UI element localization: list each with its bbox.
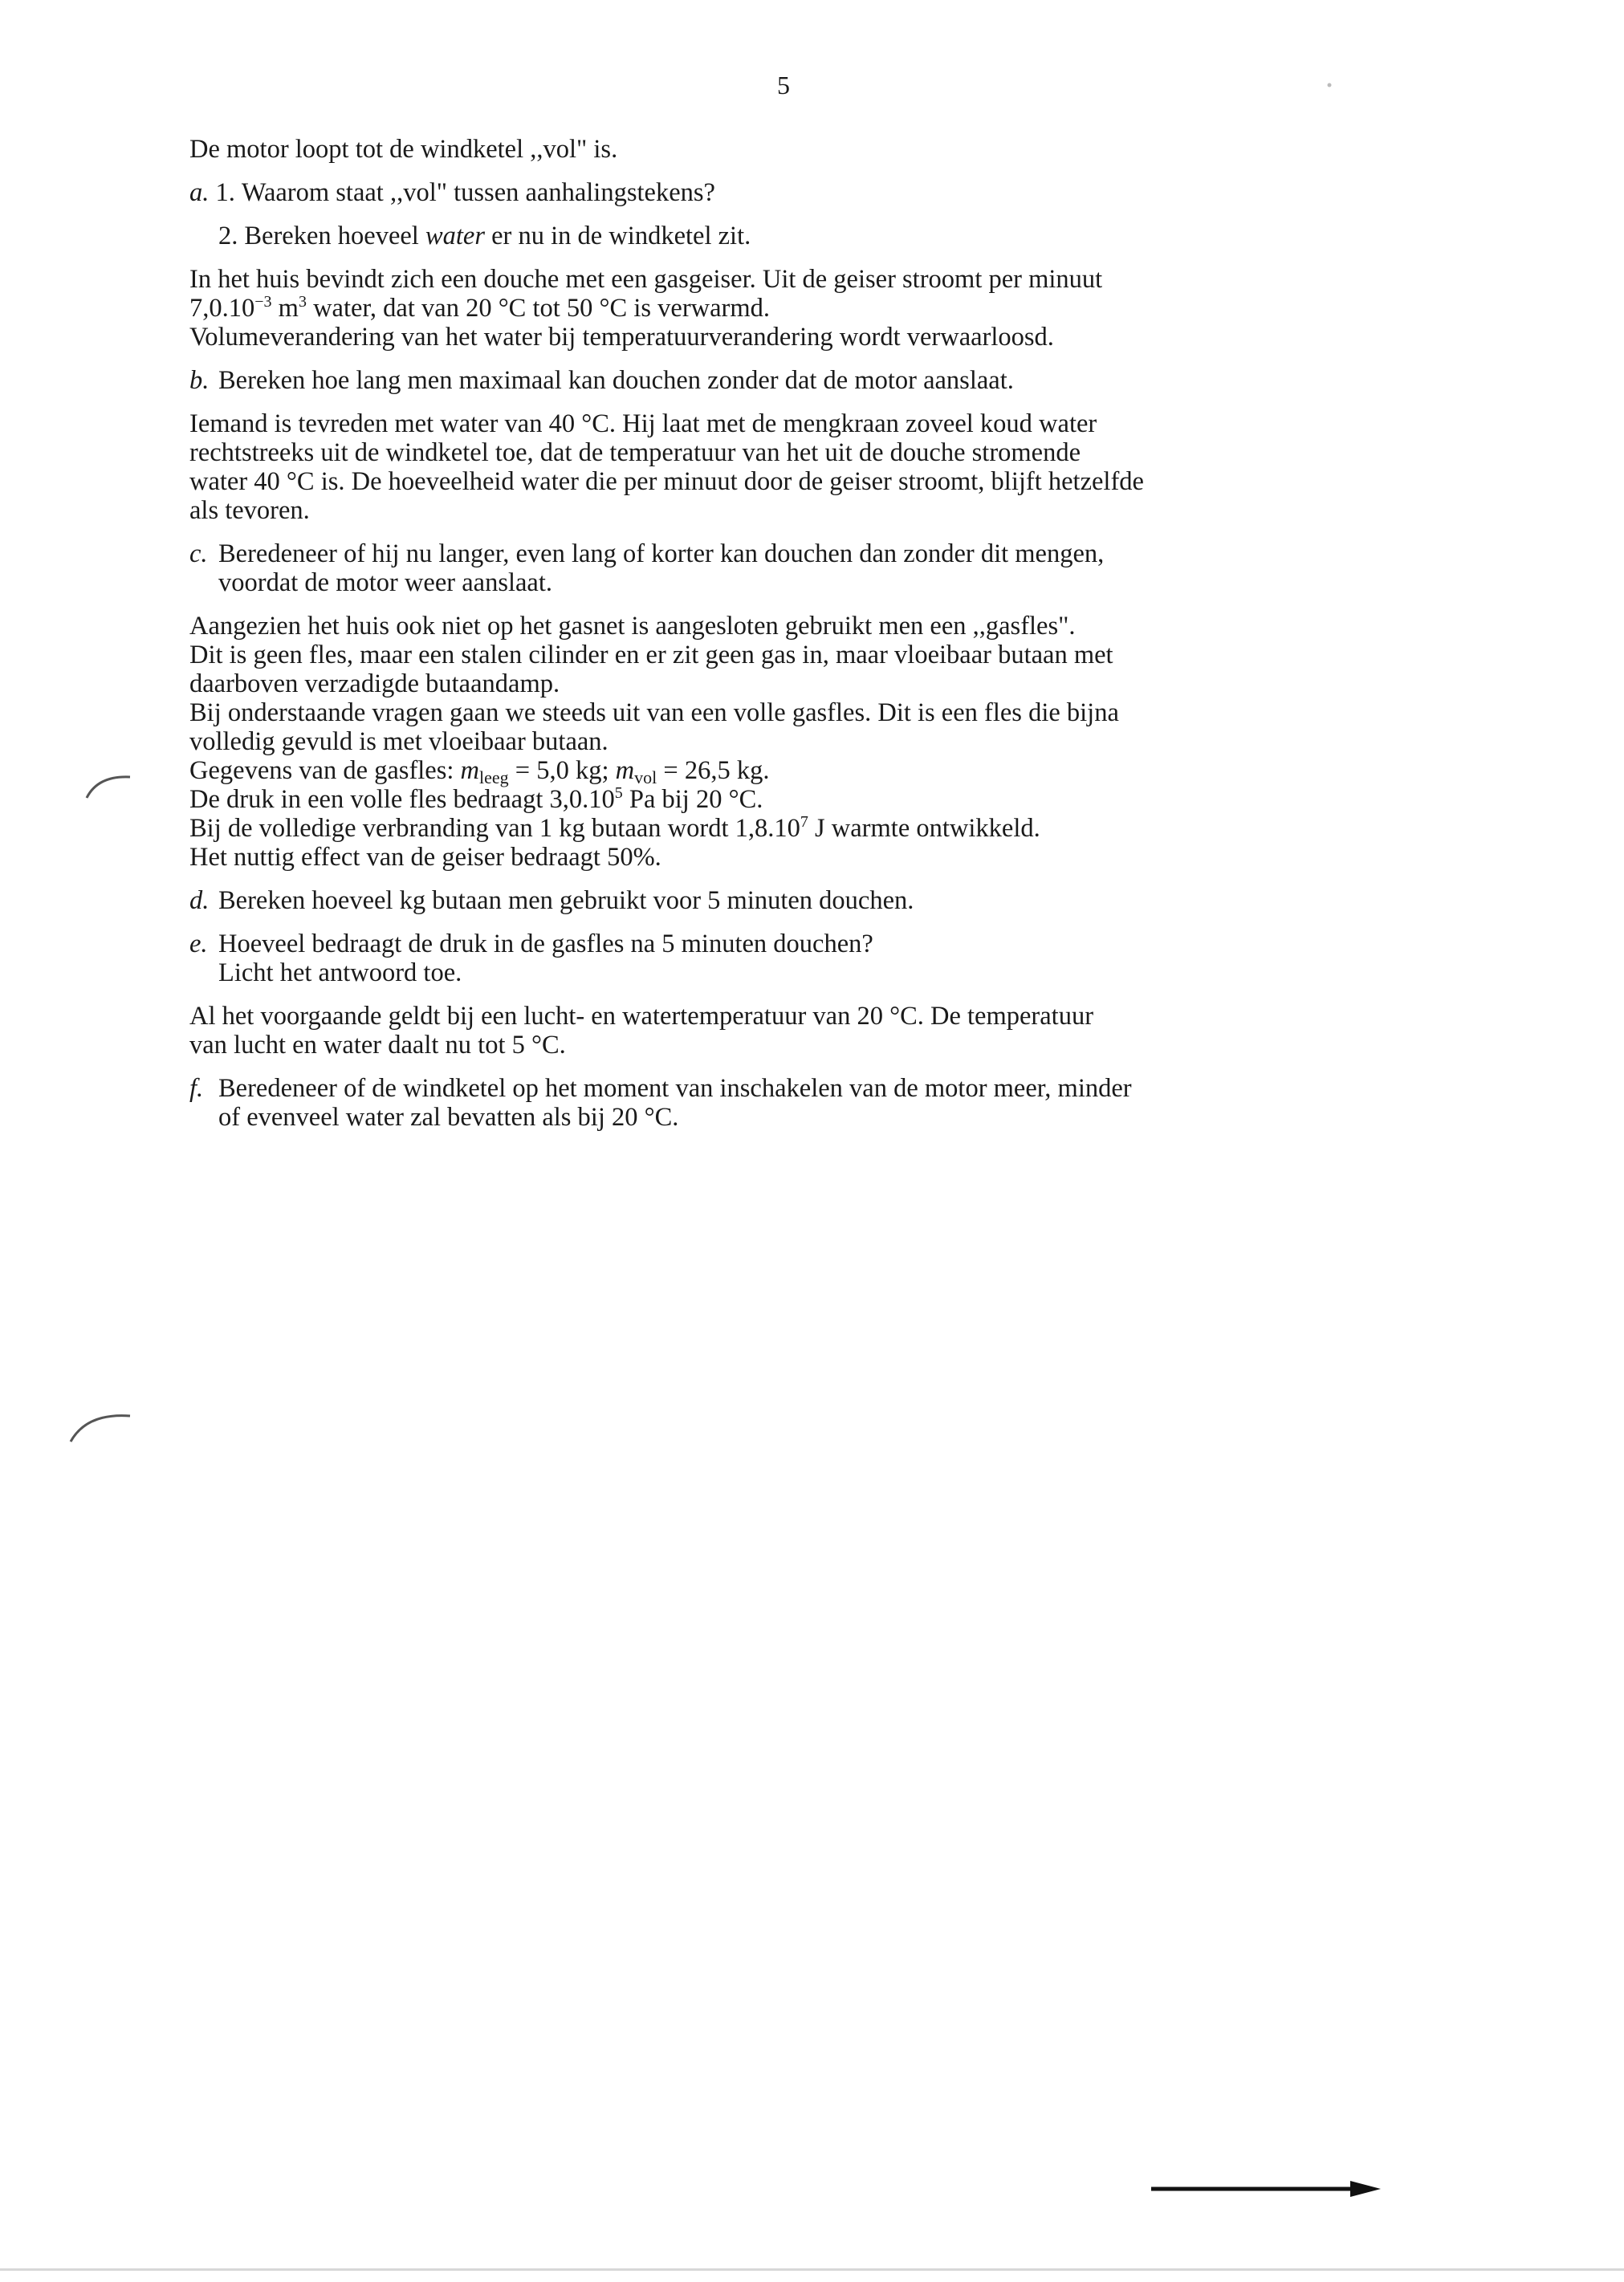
geiser-flow-exponent: −3 — [254, 293, 272, 311]
mass-subscript-leeg: leeg — [479, 767, 509, 787]
gasfles-line-1: Aangezien het huis ook niet op het gasnet is aangesloten gebruikt men een ,,gasfles". — [189, 612, 1076, 641]
question-a-2-emphasis: water — [425, 222, 485, 250]
mass-subscript-vol: vol — [634, 767, 657, 787]
question-e-letter: e. — [189, 929, 208, 958]
question-a-item-1 — [189, 178, 1442, 207]
question-c-line-1: Beredeneer of hij nu langer, even lang of korter kan douchen dan zonder dit mengen, — [218, 539, 1105, 568]
intro-line: De motor loopt tot de windketel ,,vol" is. — [189, 135, 618, 164]
iemand-paragraph — [189, 409, 1442, 525]
verbranding-unit: J warmte ontwikkeld. — [808, 814, 1040, 843]
gasfles-paragraph — [189, 612, 1442, 872]
question-e — [189, 929, 1442, 987]
temperatuur-paragraph — [189, 1002, 1442, 1060]
next-page-arrow-icon — [1150, 2177, 1382, 2201]
question-a-2-text-post: er nu in de windketel zit. — [485, 222, 751, 250]
gasfles-nuttig: Het nuttig effect van de geiser bedraagt 50%. — [189, 843, 661, 872]
iemand-line-2: rechtstreeks uit de windketel toe, dat de temperatuur van het uit de douche stromende — [189, 438, 1081, 467]
question-d — [189, 886, 1442, 915]
question-c — [189, 539, 1442, 597]
question-c-letter: c. — [189, 539, 208, 568]
gasfles-verbranding — [189, 814, 1442, 843]
mass-leeg-value: = 5,0 kg; — [508, 756, 616, 785]
question-b-letter: b. — [189, 366, 210, 395]
gasfles-line-2: Dit is geen fles, maar een stalen cilinder en er zit geen gas in, maar vloeibaar butaan met — [189, 641, 1113, 669]
question-c-line-2: voordat de motor weer aanslaat. — [218, 568, 553, 597]
geiser-flow-unit-exponent: 3 — [298, 293, 307, 311]
verbranding-exponent: 7 — [800, 813, 808, 831]
druk-exponent: 5 — [614, 784, 623, 802]
iemand-line-4: als tevoren. — [189, 496, 310, 525]
iemand-line-1: Iemand is tevreden met water van 40 °C. Hij laat met de mengkraan zoveel koud water — [189, 409, 1097, 438]
question-b-text: Bereken hoe lang men maximaal kan douchen zonder dat de motor aanslaat. — [218, 366, 1014, 395]
iemand-line-3: water 40 °C is. De hoeveelheid water die per minuut door de geiser stroomt, blijft hetzelfde — [189, 467, 1144, 496]
question-a-1-text: Waarom staat ,,vol" tussen aanhalingstekens? — [241, 178, 715, 207]
scan-dot — [1325, 80, 1334, 90]
gasfles-line-3: daarboven verzadigde butaandamp. — [189, 669, 560, 698]
question-a-1-number: 1. — [215, 178, 235, 207]
mass-symbol-vol: m — [615, 756, 635, 785]
geiser-flow-unit: m — [271, 294, 299, 323]
gasfles-gegevens — [189, 756, 1442, 785]
geiser-flow-value: 7,0.10 — [189, 294, 255, 323]
temperatuur-line-1: Al het voorgaande geldt bij een lucht- en watertemperatuur van 20 °C. De temperatuur — [189, 1002, 1094, 1031]
question-a — [189, 178, 1442, 250]
gasfles-line-5: volledig gevuld is met vloeibaar butaan. — [189, 727, 608, 756]
verbranding-text: Bij de volledige verbranding van 1 kg butaan wordt 1,8.10 — [189, 814, 800, 843]
question-f — [189, 1074, 1442, 1132]
question-b — [189, 366, 1442, 395]
mass-vol-value: = 26,5 kg. — [657, 756, 770, 785]
page-number: 5 — [777, 71, 790, 100]
question-a-item-2 — [218, 222, 1442, 250]
druk-unit: Pa bij 20 °C. — [622, 785, 763, 814]
question-f-line-1: Beredeneer of de windketel op het moment van inschakelen van de motor meer, minder — [218, 1074, 1132, 1103]
page-bottom-edge — [0, 2268, 1624, 2271]
punch-hole-mark-bottom — [64, 1406, 136, 1446]
page-content — [189, 135, 1442, 1146]
geiser-line-3: Volumeverandering van het water bij temperatuurverandering wordt verwaarloosd. — [189, 323, 1054, 352]
question-d-letter: d. — [189, 886, 210, 915]
geiser-paragraph — [189, 265, 1442, 352]
question-a-2-number: 2. — [218, 222, 238, 250]
question-a-letter: a. — [189, 178, 210, 207]
question-e-line-1: Hoeveel bedraagt de druk in de gasfles na 5 minuten douchen? — [218, 929, 873, 958]
geiser-flow-rest: water, dat van 20 °C tot 50 °C is verwarmd. — [306, 294, 771, 323]
punch-hole-mark-top — [80, 771, 136, 803]
mass-symbol-leeg: m — [460, 756, 480, 785]
gasfles-druk — [189, 785, 1442, 814]
question-e-line-2: Licht het antwoord toe. — [218, 958, 462, 987]
question-d-text: Bereken hoeveel kg butaan men gebruikt voor 5 minuten douchen. — [218, 886, 914, 915]
geiser-line-1: In het huis bevindt zich een douche met een gasgeiser. Uit de geiser stroomt per minuut — [189, 265, 1103, 294]
question-a-2-text-pre: Bereken hoeveel — [244, 222, 425, 250]
intro-paragraph — [189, 135, 1442, 164]
question-f-letter: f. — [189, 1074, 204, 1103]
temperatuur-line-2: van lucht en water daalt nu tot 5 °C. — [189, 1031, 566, 1060]
druk-text: De druk in een volle fles bedraagt 3,0.10 — [189, 785, 615, 814]
geiser-line-2 — [189, 294, 1442, 323]
gasfles-line-4: Bij onderstaande vragen gaan we steeds uit van een volle gasfles. Dit is een fles die bijna — [189, 698, 1119, 727]
gegevens-label: Gegevens van de gasfles: — [189, 756, 461, 785]
question-f-line-2: of evenveel water zal bevatten als bij 20 °C. — [218, 1103, 679, 1132]
